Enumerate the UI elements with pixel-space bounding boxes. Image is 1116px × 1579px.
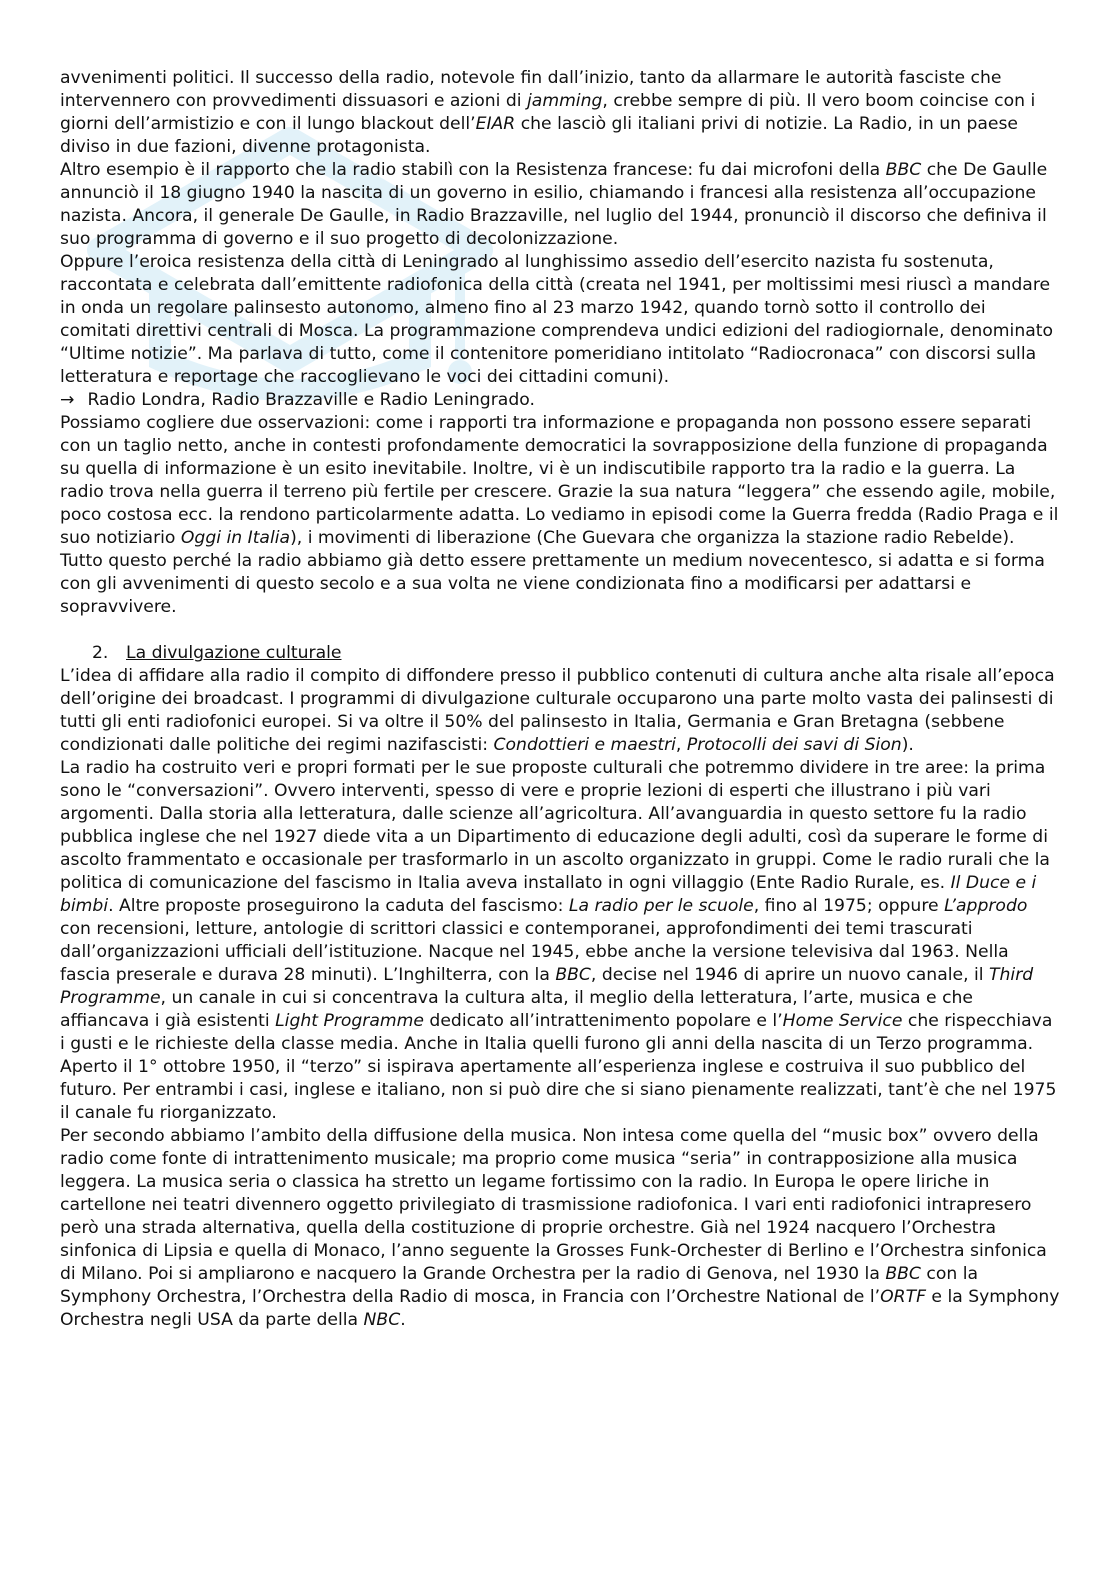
document-body xyxy=(60,67,1060,1332)
paragraph-radio-list: → Radio Londra, Radio Brazzaville e Radio Leningrado. xyxy=(60,390,535,410)
section-number: 2. xyxy=(92,643,109,663)
paragraph-observations: Possiamo cogliere due osservazioni: come i rapporti tra informazione e propaganda non possono essere separati con un taglio netto, anche in contesti profondamente democratici la sovrapposizione della funzione di propaganda su quella di informazione è un esito inevitabile. Inoltre, vi è un indiscutibile rapporto tra la radio e la guerra. La radio trova nella guerra il terreno più fertile per crescere. Grazie la sua natura “leggera” che essendo agile, mobile, poco costosa ecc. la rendono particolarmente adatta. Lo vediamo in episodi come la Guerra fredda (Radio Praga e il suo notiziario Oggi in Italia), i movimenti di liberazione (Che Guevara che organizza la stazione radio Rebelde). Tutto questo perché la radio abbiamo già detto essere prettamente un medium novecentesco, si adatta e si forma con gli avvenimenti di questo secolo e a sua volta ne viene condizionata fino a modificarsi per adattarsi e sopravvivere. xyxy=(60,413,1059,617)
paragraph-leningrad: Oppure l’eroica resistenza della città di Leningrado al lunghissimo assedio dell’esercito nazista fu sostenuta, raccontata e celebrata dall’emittente radiofonica della città (creata nel 1941, per moltissimi mesi riuscì a mandare in onda un regolare palinsesto autonomo, almeno fino al 23 marzo 1942, quando tornò sotto il controllo dei comitati direttivi centrali di Mosca. La programmazione comprendeva undici edizioni del radiogiornale, denominato “Ultime notizie”. Ma parlava di tutto, come il contenitore pomeridiano intitolato “Radiocronaca” con discorsi sulla letteratura e reportage che raccoglievano le voci dei cittadini comuni). xyxy=(60,252,1053,387)
section-title: La divulgazione culturale xyxy=(126,643,342,663)
arrow-right-icon: → xyxy=(60,390,75,410)
paragraph-french-resistance: Altro esempio è il rapporto che la radio stabilì con la Resistenza francese: fu dai microfoni della BBC che De Gaulle annunciò il 18 giugno 1940 la nascita di un governo in esilio, chiamando i francesi alla resistenza all’occupazione nazista. Ancora, il generale De Gaulle, in Radio Brazzaville, nel luglio del 1944, pronunciò il discorso che definiva il suo programma di governo e il suo progetto di decolonizzazione. xyxy=(60,160,1048,249)
paragraph-cultural-divulgation: L’idea di affidare alla radio il compito di diffondere presso il pubblico contenuti di cultura anche alta risale all’epoca dell’origine dei broadcast. I programmi di divulgazione culturale occuparono una parte molto vasta dei palinsesti di tutti gli enti radiofonici europei. Si va oltre il 50% del palinsesto in Italia, Germania e Gran Bretagna (sebbene condizionati dalle politiche dei regimi nazifascisti: Condottieri e maestri, Protocolli dei savi di Sion). xyxy=(60,666,1055,755)
spacer xyxy=(60,619,1060,642)
section-heading xyxy=(60,642,1060,665)
paragraph-formats: La radio ha costruito veri e propri formati per le sue proposte culturali che potremmo dividere in tre aree: la prima sono le “conversazioni”. Ovvero interventi, spesso di vere e proprie lezioni di esperti che illustrano i più vari argomenti. Dalla storia alla letteratura, dalle scienze all’agricoltura. All’avanguardia in questo settore fu la radio pubblica inglese che nel 1927 diede vita a un Dipartimento di educazione degli adulti, così da superare le forme di ascolto frammentato e occasionale per trasformarlo in un ascolto organizzato in gruppi. Come le radio rurali che la politica di comunicazione del fascismo in Italia aveva installato in ogni villaggio (Ente Radio Rurale, es. Il Duce e i bimbi. Altre proposte proseguirono la caduta del fascismo: La radio per le scuole, fino al 1975; oppure L’approdo con recensioni, letture, antologie di scrittori classici e contemporanei, approfondimenti dei temi trascurati dall’organizzazioni ufficiali dell’istituzione. Nacque nel 1945, ebbe anche la versione televisiva dal 1963. Nella fascia preserale e durava 28 minuti). L’Inghilterra, con la BBC, decise nel 1946 di aprire un nuovo canale, il Third Programme, un canale in cui si concentrava la cultura alta, il meglio della letteratura, l’arte, musica e che affiancava i già esistenti Light Programme dedicato all’intrattenimento popolare e l’Home Service che rispecchiava i gusti e le richieste della classe media. Anche in Italia quelli furono gli anni della nascita di un Terzo programma. Aperto il 1° ottobre 1950, il “terzo” si ispirava apertamente all’esperienza inglese e costruiva il suo pubblico del futuro. Per entrambi i casi, inglese e italiano, non si può dire che si siano pienamente realizzati, tant’è che nel 1975 il canale fu riorganizzato. xyxy=(60,758,1057,1123)
paragraph-radio-fascism: avvenimenti politici. Il successo della radio, notevole fin dall’inizio, tanto da allarmare le autorità fasciste che intervennero con provvedimenti dissuasori e azioni di jamming, crebbe sempre di più. Il vero boom coincise con i giorni dell’armistizio e con il lungo blackout dell’EIAR che lasciò gli italiani privi di notizie. La Radio, in un paese diviso in due fazioni, divenne protagonista. xyxy=(60,68,1036,157)
paragraph-music: Per secondo abbiamo l’ambito della diffusione della musica. Non intesa come quella del “music box” ovvero della radio come fonte di intrattenimento musicale; ma proprio come musica “seria” in contrapposizione alla musica leggera. La musica seria o classica ha stretto un legame fortissimo con la radio. In Europa le opere liriche in cartellone nei teatri divennero oggetto privilegiato di trasmissione radiofonica. I vari enti radiofonici intrapresero però una strada alternativa, quella della costituzione di proprie orchestre. Già nel 1924 nacquero l’Orchestra sinfonica di Lipsia e quella di Monaco, l’anno seguente la Grosses Funk-Orchester di Berlino e l’Orchestra sinfonica di Milano. Poi si ampliarono e nacquero la Grande Orchestra per la radio di Genova, nel 1930 la BBC con la Symphony Orchestra, l’Orchestra della Radio di mosca, in Francia con l’Orchestre National de l’ORTF e la Symphony Orchestra negli USA da parte della NBC. xyxy=(60,1126,1060,1330)
